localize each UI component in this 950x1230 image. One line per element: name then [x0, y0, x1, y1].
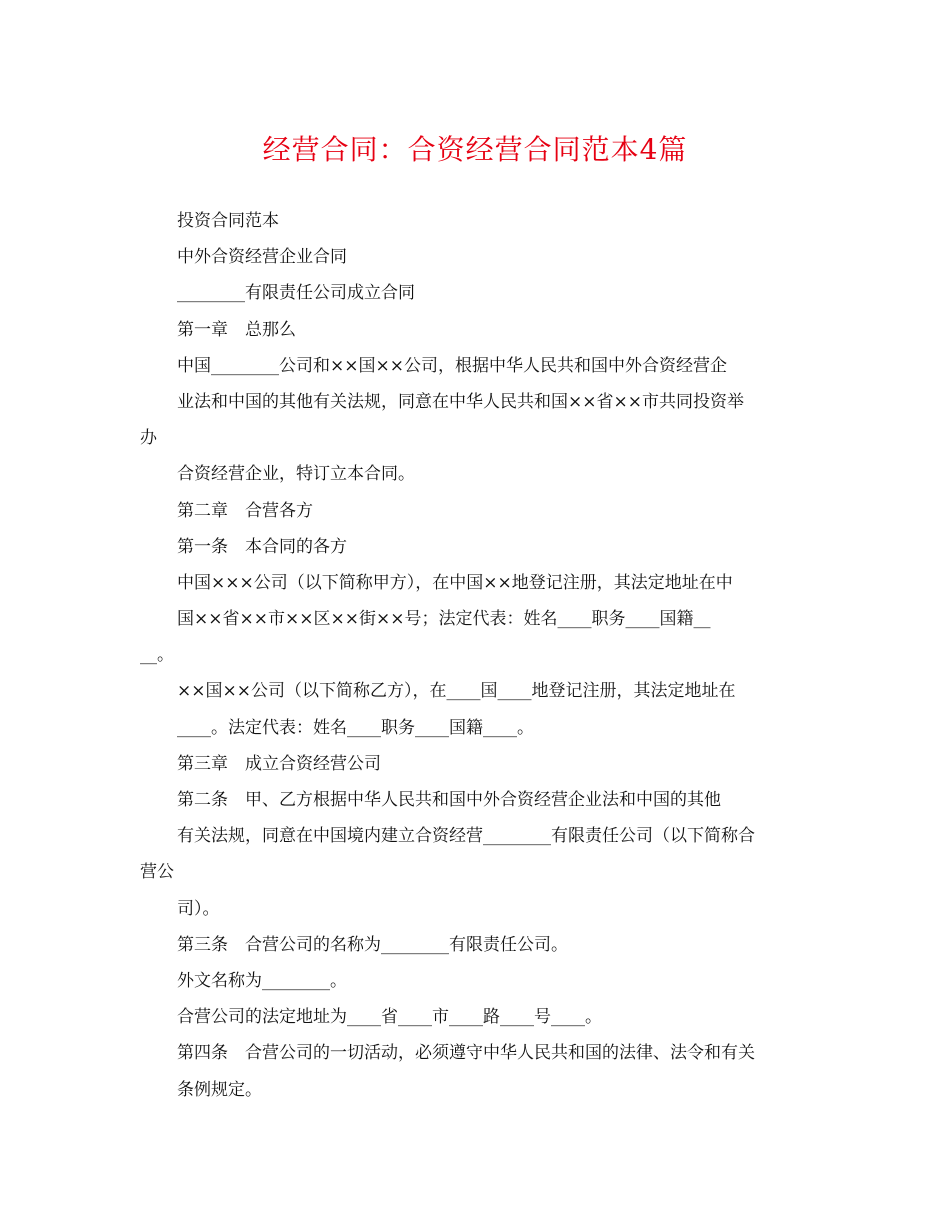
text-line: 第一章 总那么: [177, 319, 296, 340]
text-line: 中外合资经营企业合同: [177, 247, 347, 268]
text-line: 合营公司的法定地址为____省____市____路____号____。: [177, 1007, 602, 1028]
text-line: 中国×××公司（以下简称甲方），在中国××地登记注册，其法定地址在中: [177, 572, 733, 593]
text-line: 第二章 合营各方: [177, 500, 313, 521]
text-line: 外文名称为________。: [177, 970, 347, 991]
text-line: 有关法规，同意在中国境内建立合资经营________有限责任公司（以下简称合: [177, 826, 755, 847]
text-line: 合资经营企业，特订立本合同。: [177, 464, 415, 485]
text-line: 投资合同范本: [177, 211, 279, 231]
text-line: 条例规定。: [177, 1079, 262, 1100]
text-line: 办: [140, 428, 157, 449]
text-line: 第一条 本合同的各方: [177, 536, 347, 557]
text-line: 营公: [140, 862, 174, 883]
text-line: 第四条 合营公司的一切活动，必须遵守中华人民共和国的法律、法令和有关: [177, 1043, 755, 1064]
text-line: 第三章 成立合资经营公司: [177, 753, 381, 774]
document-body: [140, 203, 820, 1108]
text-line: 第三条 合营公司的名称为________有限责任公司。: [177, 934, 568, 955]
text-line: 第二条 甲、乙方根据中华人民共和国中外合资经营企业法和中国的其他: [177, 790, 721, 810]
text-line: ____。法定代表：姓名____职务____国籍____。: [177, 717, 534, 738]
document-title: 经营合同：合资经营合同范本4篇: [262, 133, 688, 166]
text-line: __。: [140, 645, 174, 666]
text-line: ××国××公司（以下简称乙方），在____国____地登记注册，其法定地址在: [177, 681, 736, 702]
text-line: 业法和中国的其他有关法规，同意在中华人民共和国××省××市共同投资举: [177, 391, 744, 412]
text-line: ________有限责任公司成立合同: [177, 283, 415, 304]
text-line: 国××省××市××区××街××号；法定代表：姓名____职务____国籍__: [177, 609, 711, 630]
text-line: 中国________公司和××国××公司，根据中华人民共和国中外合资经营企: [177, 355, 727, 376]
text-line: 司）。: [177, 898, 220, 919]
